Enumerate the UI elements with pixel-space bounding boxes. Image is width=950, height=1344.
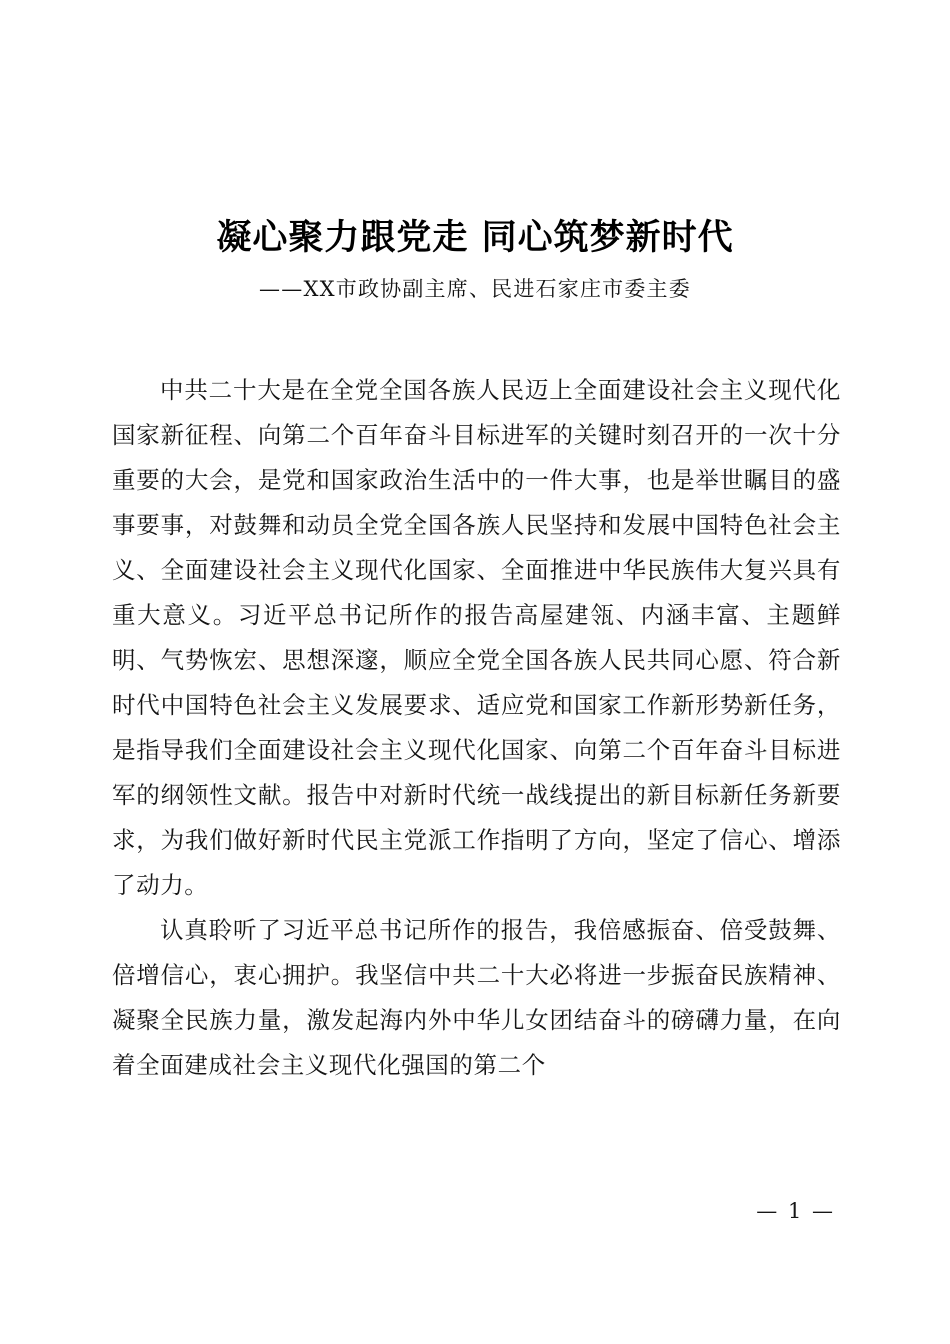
page-number: — 1 — bbox=[756, 1199, 835, 1223]
body-paragraph-1: 中共二十大是在全党全国各族人民迈上全面建设社会主义现代化国家新征程、向第二个百年奋斗目标进军的关键时刻召开的一次十分重要的大会，是党和国家政治生活中的一件大事，也是举世瞩目的盛事要事，对鼓舞和动员全党全国各族人民坚持和发展中国特色社会主义、全面建设社会主义现代化国家、全面推进中华民族伟大复兴具有重大意义。习近平总书记所作的报告高屋建瓴、内涵丰富、主题鲜明、气势恢宏、思想深邃，顺应全党全国各族人民共同心愿、符合新时代中国特色社会主义发展要求、适应党和国家工作新形势新任务，是指导我们全面建设社会主义现代化国家、向第二个百年奋斗目标进军的纲领性文献。报告中对新时代统一战线提出的新目标新任务新要求，为我们做好新时代民主党派工作指明了方向，坚定了信心、增添了动力。 bbox=[112, 376, 841, 899]
document-body bbox=[112, 368, 841, 1088]
body-paragraph-2: 认真聆听了习近平总书记所作的报告，我倍感振奋、倍受鼓舞、倍增信心，衷心拥护。我坚信中共二十大必将进一步振奋民族精神、凝聚全民族力量，激发起海内外中华儿女团结奋斗的磅礴力量，在向着全面建成社会主义现代化强国的第二个 bbox=[112, 916, 841, 1079]
document-subtitle: ——XX市政协副主席、民进石家庄市委主委 bbox=[259, 277, 691, 301]
page-footer bbox=[112, 1196, 841, 1226]
page-title: 凝心聚力跟党走 同心筑梦新时代 bbox=[216, 218, 734, 258]
title-block bbox=[0, 214, 950, 306]
